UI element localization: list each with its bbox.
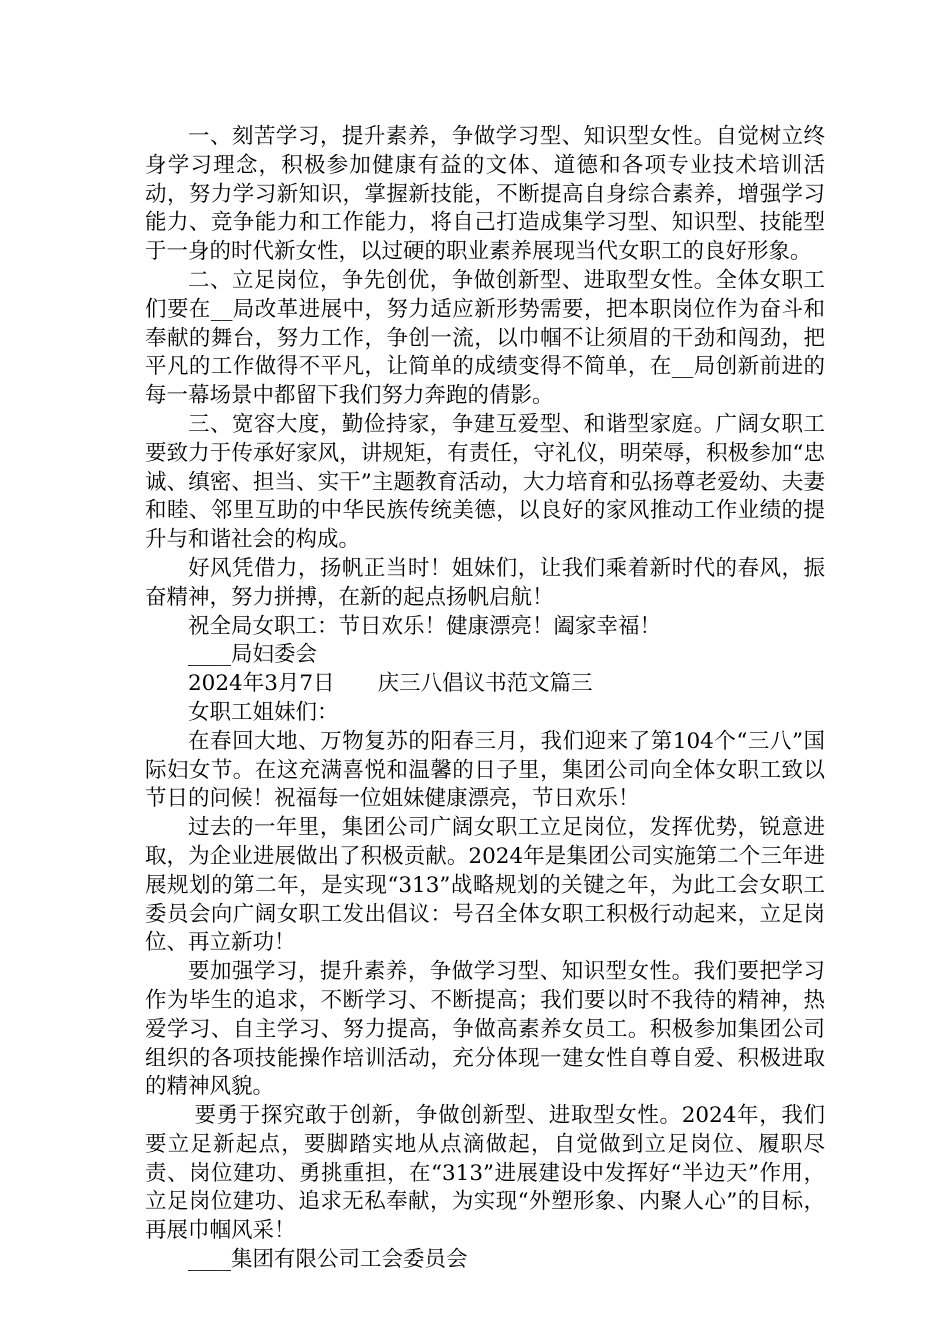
signature-union-committee: ____集团有限公司工会委员会 [188, 1247, 468, 1273]
paragraph-creativity: 要勇于探究敢于创新，争做创新型、进取型女性。2024年，我们要立足新起点，要脚踏实地从点滴做起，自觉做到立足岗位、履职尽责、岗位建功、勇挑重担，在“313”进展建设中发挥好“半边天”作用，立足岗位建功、追求无私奉献，为实现“外塑形象、内聚人心”的目标，再展巾帼风采！ [145, 1103, 825, 1244]
paragraph-innovation: 二、立足岗位，争先创优，争做创新型、进取型女性。全体女职工们要在__局改革进展中，努力适应新形势需要，把本职岗位作为奋斗和奉献的舞台，努力工作，争创一流，以巾帼不让须眉的干劲和闯劲，把平凡的工作做得不平凡，让简单的成绩变得不简单，在__局创新前进的每一幕场景中都留下我们努力奔跑的倩影。 [145, 267, 825, 409]
paragraph-closing: 好风凭借力，扬帆正当时！姐妹们，让我们乘着新时代的春风，振奋精神，努力拼搏，在新的起点扬帆启航！ [145, 555, 825, 610]
date-and-title-line: 2024年3月7日 庆三八倡议书范文篇三 [188, 671, 593, 697]
wish-line: 祝全局女职工：节日欢乐！健康漂亮！阖家幸福！ [188, 613, 662, 639]
salutation: 女职工姐妹们： [188, 699, 339, 725]
document-page [145, 123, 825, 1275]
paragraph-study: 一、刻苦学习，提升素养，争做学习型、知识型女性。自觉树立终身学习理念，积极参加健康有益的文体、道德和各项专业技术培训活动，努力学习新知识，掌握新技能，不断提高自身综合素养，增强学习能力、竞争能力和工作能力，将自己打造成集学习型、知识型、技能型于一身的时代新女性，以过硬的职业素养展现当代女职工的良好形象。 [145, 124, 825, 265]
paragraph-learning: 要加强学习，提升素养，争做学习型、知识型女性。我们要把学习作为毕生的追求，不断学习、不断提高；我们要以时不我待的精神，热爱学习、自主学习、努力提高，争做高素养女员工。积极参加集团公司组织的各项技能操作培训活动，充分体现一建女性自尊自爱、积极进取的精神风貌。 [145, 959, 825, 1100]
paragraph-family: 三、宽容大度，勤俭持家，争建互爱型、和谐型家庭。广阔女职工要致力于传承好家风，讲规矩，有责任，守礼仪，明荣辱，积极参加“忠诚、缜密、担当、实干”主题教育活动，大力培育和弘扬尊老爱幼、夫妻和睦、邻里互助的中华民族传统美德，以良好的家风推动工作业绩的提升与和谐社会的构成。 [145, 411, 825, 553]
paragraph-past-year: 过去的一年里，集团公司广阔女职工立足岗位，发挥优势，锐意进取，为企业进展做出了积极贡献。2024年是集团公司实施第二个三年进展规划的第二年，是实现“313”战略规划的关键之年，为此工会女职工委员会向广阔女职工发出倡议：号召全体女职工积极行动起来，立足岗位、再立新功！ [145, 815, 825, 956]
signature-women-committee: ____局妇委会 [188, 642, 318, 668]
paragraph-festival-greeting: 在春回大地、万物复苏的阳春三月，我们迎来了第104个“三八”国际妇女节。在这充满喜悦和温馨的日子里，集团公司向全体女职工致以节日的问候！祝福每一位姐妹健康漂亮，节日欢乐！ [145, 728, 825, 812]
